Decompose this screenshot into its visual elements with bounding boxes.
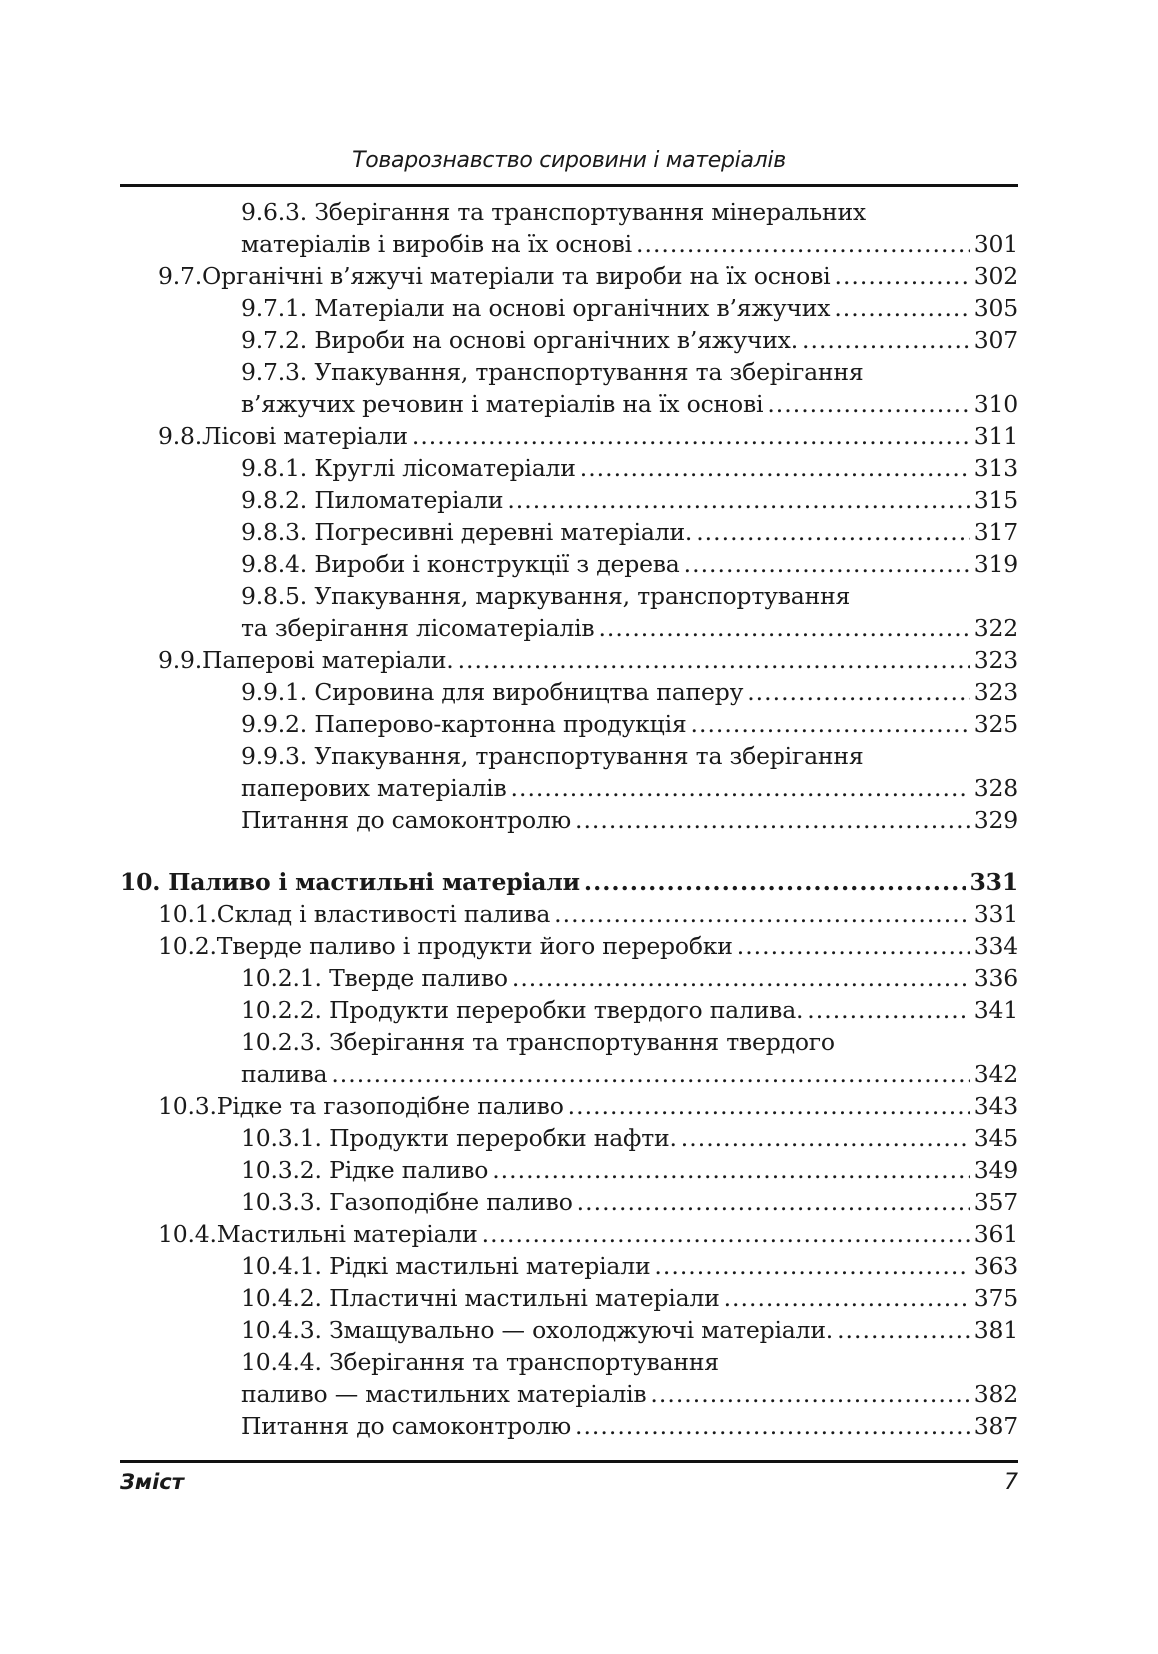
toc-leader-dots <box>636 228 970 260</box>
toc-leader-dots <box>681 1122 970 1154</box>
toc-entry[interactable] <box>120 708 1018 740</box>
toc-entry[interactable] <box>120 356 1018 388</box>
toc-entry[interactable] <box>120 1058 1018 1090</box>
header-rule <box>120 184 1018 187</box>
toc-entry-page: 341 <box>973 996 1018 1024</box>
toc-entry[interactable] <box>120 452 1018 484</box>
toc-entry-page: 331 <box>973 900 1018 928</box>
toc-entry-page: 343 <box>973 1092 1018 1120</box>
toc-entry-number: 10.1. <box>158 900 217 928</box>
toc-leader-dots <box>837 1314 970 1346</box>
toc-leader-dots <box>834 260 969 292</box>
toc-entry-title: 10.4.4. Зберігання та транспортування <box>241 1348 719 1376</box>
toc-entry-title: 10.2.2. Продукти переробки твердого палива. <box>241 996 804 1024</box>
toc-entry[interactable] <box>120 1378 1018 1410</box>
toc-entry-page: 313 <box>973 454 1018 482</box>
toc-entry-title: Лісові матеріали <box>202 422 408 450</box>
toc-leader-dots <box>767 388 969 420</box>
toc-entry-title: палива <box>241 1060 328 1088</box>
toc-entry[interactable] <box>120 740 1018 772</box>
toc-entry-number: 10.2. <box>158 932 217 960</box>
toc-entry[interactable] <box>120 260 1018 292</box>
toc-entry-page: 323 <box>973 678 1018 706</box>
toc-leader-dots <box>554 898 970 930</box>
running-header-title: Товарознавство сировини і матеріалів <box>352 148 786 173</box>
toc-entry-page: 325 <box>973 710 1018 738</box>
toc-leader-dots <box>331 1058 969 1090</box>
toc-entry-page: 381 <box>973 1316 1018 1344</box>
toc-entry-number: 10.4. <box>158 1220 217 1248</box>
toc-entry-title: 10.4.1. Рідкі мастильні матеріали <box>241 1252 651 1280</box>
toc-leader-dots <box>584 866 966 898</box>
toc-entry-title: матеріалів і виробів на їх основі <box>241 230 632 258</box>
toc-entry[interactable] <box>120 548 1018 580</box>
toc-entry[interactable] <box>120 1154 1018 1186</box>
toc-entry[interactable] <box>120 994 1018 1026</box>
toc-entry-title: Мастильні матеріали <box>216 1220 478 1248</box>
toc-entry[interactable] <box>120 866 1018 898</box>
toc-entry-page: 307 <box>973 326 1018 354</box>
toc-leader-dots <box>747 676 970 708</box>
toc-entry-title: 9.7.1. Матеріали на основі органічних в’яжучих <box>241 294 831 322</box>
toc-entry[interactable] <box>120 804 1018 836</box>
toc-spacer <box>120 836 1018 866</box>
toc-leader-dots <box>492 1154 970 1186</box>
toc-leader-dots <box>568 1090 970 1122</box>
toc-entry-title: 10.3.3. Газоподібне паливо <box>241 1188 573 1216</box>
toc-entry-title: паперових матеріалів <box>241 774 507 802</box>
toc-entry-number: 9.7. <box>158 262 203 290</box>
toc-entry-title: 10.3.1. Продукти переробки нафти. <box>241 1124 677 1152</box>
toc-entry[interactable] <box>120 420 1018 452</box>
toc-entry-title: 9.8.3. Погресивні деревні матеріали. <box>241 518 693 546</box>
toc-entry[interactable] <box>120 580 1018 612</box>
toc-entry[interactable] <box>120 484 1018 516</box>
toc-leader-dots <box>684 548 970 580</box>
toc-entry-title: 9.8.1. Круглі лісоматеріали <box>241 454 576 482</box>
toc-leader-dots <box>507 484 969 516</box>
toc-entry-title: 10.2.1. Тверде паливо <box>241 964 508 992</box>
toc-leader-dots <box>458 644 970 676</box>
toc-entry-page: 336 <box>973 964 1018 992</box>
toc-leader-dots <box>737 930 970 962</box>
toc-entry-page: 363 <box>973 1252 1018 1280</box>
toc-leader-dots <box>807 994 969 1026</box>
toc-leader-dots <box>482 1218 970 1250</box>
toc-entry[interactable] <box>120 772 1018 804</box>
toc-entry[interactable] <box>120 898 1018 930</box>
toc-entry-title: Рідке та газоподібне паливо <box>216 1092 564 1120</box>
toc-entry-title: 9.9.3. Упакування, транспортування та зберігання <box>241 742 864 770</box>
toc-entry-title: Питання до самоконтролю <box>241 1412 571 1440</box>
toc-entry-page: 375 <box>973 1284 1018 1312</box>
toc-entry-page: 345 <box>973 1124 1018 1152</box>
toc-entry-page: 361 <box>973 1220 1018 1248</box>
toc-leader-dots <box>511 772 970 804</box>
toc-entry-title: 9.9.1. Сировина для виробництва паперу <box>241 678 744 706</box>
toc-leader-dots <box>580 452 970 484</box>
toc-entry[interactable] <box>120 676 1018 708</box>
toc-entry[interactable] <box>120 1346 1018 1378</box>
toc-entry-page: 323 <box>973 646 1018 674</box>
toc-entry[interactable] <box>120 1250 1018 1282</box>
toc-entry-title: 10. Паливо і мастильні матеріали <box>120 868 580 896</box>
toc-leader-dots <box>696 516 970 548</box>
toc-entry-title: Тверде паливо і продукти його переробки <box>216 932 733 960</box>
toc-leader-dots <box>412 420 970 452</box>
toc-entry[interactable] <box>120 962 1018 994</box>
toc-entry-number: 10.3. <box>158 1092 217 1120</box>
toc-entry-page: 317 <box>973 518 1018 546</box>
toc-leader-dots <box>575 1410 970 1442</box>
toc-entry-title: 9.8.2. Пиломатеріали <box>241 486 504 514</box>
toc-leader-dots <box>802 324 970 356</box>
toc-entry-number: 9.8. <box>158 422 203 450</box>
toc-entry[interactable] <box>120 1026 1018 1058</box>
toc-entry[interactable] <box>120 644 1018 676</box>
toc-entry-title: 10.4.2. Пластичні мастильні матеріали <box>241 1284 720 1312</box>
toc-entry[interactable] <box>120 1410 1018 1442</box>
toc-entry-title: 9.9.2. Паперово-картонна продукція <box>241 710 687 738</box>
footer-page-number: 7 <box>1004 1470 1018 1495</box>
toc-entry-page: 311 <box>973 422 1018 450</box>
toc-entry-page: 387 <box>973 1412 1018 1440</box>
toc-entry[interactable] <box>120 516 1018 548</box>
toc-entry-page: 334 <box>973 932 1018 960</box>
toc-entry[interactable] <box>120 1282 1018 1314</box>
toc-leader-dots <box>834 292 969 324</box>
toc-entry[interactable] <box>120 612 1018 644</box>
toc-entry-page: 342 <box>973 1060 1018 1088</box>
toc-entry-title: Склад і властивості палива <box>216 900 551 928</box>
toc-entry[interactable] <box>120 388 1018 420</box>
toc-entry-title: 9.7.2. Вироби на основі органічних в’яжучих. <box>241 326 798 354</box>
toc-entry[interactable] <box>120 1090 1018 1122</box>
toc-entry-page: 349 <box>973 1156 1018 1184</box>
toc-entry-title: 9.8.4. Вироби і конструкції з дерева <box>241 550 680 578</box>
toc-leader-dots <box>577 1186 970 1218</box>
toc-entry-page: 302 <box>973 262 1018 290</box>
toc-entry-title: в’яжучих речовин і матеріалів на їх основі <box>241 390 764 418</box>
toc-leader-dots <box>654 1250 969 1282</box>
toc-entry-page: 328 <box>973 774 1018 802</box>
toc-entry-title: 10.2.3. Зберігання та транспортування твердого <box>241 1028 835 1056</box>
toc-entry[interactable] <box>120 228 1018 260</box>
toc-entry-title: та зберігання лісоматеріалів <box>241 614 595 642</box>
toc-entry-title: 10.4.3. Змащувально — охолоджуючі матеріали. <box>241 1316 834 1344</box>
toc-entry-title: Паперові матеріали. <box>202 646 454 674</box>
toc-leader-dots <box>724 1282 970 1314</box>
toc-entry[interactable] <box>120 1186 1018 1218</box>
toc-entry[interactable] <box>120 1218 1018 1250</box>
toc-entry[interactable] <box>120 292 1018 324</box>
toc-entry-page: 382 <box>973 1380 1018 1408</box>
toc-entry-title: Питання до самоконтролю <box>241 806 571 834</box>
toc-leader-dots <box>512 962 970 994</box>
toc-entry-page: 357 <box>973 1188 1018 1216</box>
toc-entry-title: Органічні в’яжучі матеріали та вироби на їх основі <box>202 262 831 290</box>
toc-entry-page: 301 <box>973 230 1018 258</box>
toc-entry-page: 305 <box>973 294 1018 322</box>
toc-entry-number: 9.9. <box>158 646 203 674</box>
toc-entry-page: 315 <box>973 486 1018 514</box>
toc-entry[interactable] <box>120 196 1018 228</box>
toc-leader-dots <box>598 612 969 644</box>
toc-entry-title: 9.7.3. Упакування, транспортування та зберігання <box>241 358 864 386</box>
toc-entry-title: паливо — мастильних матеріалів <box>241 1380 647 1408</box>
footer-section-label: Зміст <box>120 1470 184 1494</box>
toc-entry-page: 319 <box>973 550 1018 578</box>
toc-entry-title: 9.6.3. Зберігання та транспортування мінеральних <box>241 198 866 226</box>
toc-entry-page: 322 <box>973 614 1018 642</box>
toc-leader-dots <box>691 708 970 740</box>
toc-entry-page: 331 <box>969 868 1018 896</box>
toc-entry[interactable] <box>120 1314 1018 1346</box>
toc-entry-page: 329 <box>973 806 1018 834</box>
toc-entry[interactable] <box>120 1122 1018 1154</box>
toc-entry[interactable] <box>120 930 1018 962</box>
toc-entry-page: 310 <box>973 390 1018 418</box>
toc-entry[interactable] <box>120 324 1018 356</box>
table-of-contents <box>120 196 1018 1442</box>
toc-leader-dots <box>575 804 970 836</box>
footer-rule <box>120 1460 1018 1463</box>
toc-entry-title: 9.8.5. Упакування, маркування, транспортування <box>241 582 851 610</box>
toc-entry-title: 10.3.2. Рідке паливо <box>241 1156 489 1184</box>
toc-leader-dots <box>650 1378 969 1410</box>
